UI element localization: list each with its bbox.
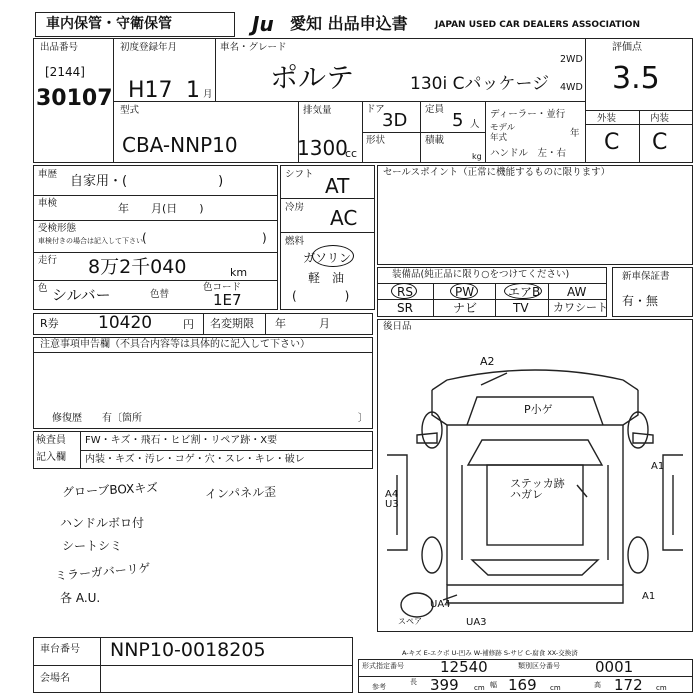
- rear-window-shape: [472, 560, 598, 575]
- diagram-title: 後日品: [383, 321, 412, 332]
- shift-value: AT: [325, 174, 350, 198]
- lot-number-label: 出品番号: [40, 42, 79, 53]
- handle-label: ハンドル 左・右: [490, 148, 567, 159]
- width-unit: cm: [550, 684, 561, 692]
- class-number-label: 類別区分番号: [518, 662, 560, 670]
- note-handle: ハンドルボロ付: [60, 516, 145, 530]
- damage-legend: A-キズ E-エクボ U-凹み W-補修跡 S-サビ C-腐食 XX-交換済: [402, 649, 578, 657]
- width-label: 幅: [490, 681, 497, 689]
- length-value: 399: [430, 676, 459, 694]
- ac-value: AC: [330, 206, 358, 230]
- car-name-label: 車名・グレード: [220, 42, 287, 53]
- mark-ua4: UA4: [430, 599, 451, 610]
- sales-point-block: [377, 165, 693, 265]
- inspector-row-exterior: FW・キズ・飛石・ヒビ割・リペア跡・X要: [85, 435, 278, 446]
- equip-tv: TV: [513, 301, 529, 315]
- mileage-label: 走行: [38, 255, 58, 266]
- color-change-label: 色替: [150, 289, 170, 300]
- fuel-label: 燃料: [285, 236, 305, 247]
- new-warranty-label: 新車保証書: [622, 271, 670, 282]
- exterior-grade: C: [604, 130, 620, 155]
- model-year-unit: 年: [570, 128, 580, 139]
- spare-tire-shape: [401, 593, 433, 617]
- lot-number: 30107: [36, 86, 113, 111]
- color-value: シルバー: [52, 286, 111, 304]
- chassis-number: NNP10-0018205: [110, 639, 266, 661]
- fuel-other: ( ): [292, 289, 350, 303]
- color-code: 1E7: [213, 291, 242, 309]
- chassis-label: 車台番号: [40, 644, 80, 655]
- equip-pw-circle: [450, 283, 478, 299]
- model-year-label-2: 年式: [490, 133, 508, 143]
- inspector-label-2: 記入欄: [36, 452, 66, 463]
- received-label: 受検形態: [38, 223, 77, 234]
- height-value: 172: [614, 676, 643, 694]
- mark-a4-u3: A4 U3: [385, 489, 399, 510]
- rear-bumper-shape: [447, 585, 623, 603]
- equip-aw: AW: [567, 285, 587, 299]
- score-value: 3.5: [612, 61, 660, 96]
- right-mirror-shape: [633, 433, 653, 443]
- rear-right-wheel-shape: [628, 537, 648, 573]
- rear-left-wheel-shape: [422, 537, 442, 573]
- note-glovebox: グローブBOXキズ: [61, 480, 159, 500]
- notes-label: 注意事項申告欄（不具合内容等は具体的に記入して下さい）: [40, 339, 310, 350]
- equip-airbag: エアB: [508, 285, 541, 299]
- equip-rs: RS: [397, 285, 413, 299]
- mark-p-hood: P小ゲ: [524, 403, 553, 416]
- interior-label: 内装: [650, 113, 670, 124]
- recycle-unit: 円: [183, 318, 194, 331]
- repair-history-label: 修復歴 有〔箇所: [52, 413, 142, 424]
- doors-label: ドア: [366, 104, 385, 115]
- new-warranty-value: 有・無: [622, 294, 659, 308]
- front-bumper-shape: [447, 370, 623, 380]
- length-label: 長: [410, 678, 417, 686]
- equip-pw: PW: [455, 285, 475, 299]
- height-unit: cm: [656, 684, 667, 692]
- mileage-unit: km: [230, 266, 248, 279]
- form-number-value: 12540: [440, 658, 488, 676]
- fuel-diesel: 軽 油: [308, 271, 345, 285]
- mark-sticker: ステッカ跡 ハガレ: [510, 477, 565, 501]
- fuel-gasoline: ガソリン: [303, 251, 352, 265]
- received-value: (: [142, 231, 147, 245]
- arrow-sticker: [577, 485, 587, 497]
- form-title: 愛知 出品申込書: [290, 14, 408, 33]
- height-label: 高: [594, 681, 601, 689]
- inspector-label-1: 検査員: [36, 435, 66, 446]
- recycle-value: 10420: [98, 313, 153, 333]
- left-mirror-shape: [417, 433, 437, 443]
- model-code: CBA-NNP10: [122, 133, 238, 157]
- recycle-label: R券: [40, 317, 59, 330]
- note-each: 各 A.U.: [60, 591, 101, 605]
- doors-value: 3D: [382, 110, 408, 131]
- dealer-label: ディーラー・並行: [490, 109, 566, 120]
- storage-type-title: 車内保管・守衛保管: [46, 16, 172, 32]
- exterior-label: 外装: [597, 113, 617, 124]
- length-unit: cm: [474, 684, 485, 692]
- mark-a1-right: A1: [651, 461, 665, 472]
- association-name: JAPAN USED CAR DEALERS ASSOCIATION: [435, 20, 640, 30]
- inspection-label: 車検: [38, 198, 58, 209]
- first-reg-year: H17: [128, 78, 173, 103]
- inspection-value: 年 月(日 ): [118, 202, 204, 215]
- displacement-unit: cc: [345, 147, 358, 160]
- spare-label: スペア: [398, 617, 422, 626]
- equip-airbag-circle: [504, 283, 542, 299]
- score-label: 評価点: [612, 42, 642, 53]
- displacement-label: 排気量: [303, 105, 332, 116]
- arrow-a2: [481, 373, 507, 385]
- first-reg-label: 初度登録年月: [120, 42, 178, 53]
- note-instrument-panel: インパネル歪: [204, 484, 277, 502]
- history-label: 車歴: [38, 169, 58, 180]
- mark-ua3: UA3: [466, 617, 487, 628]
- repair-history-close: 〕: [358, 413, 368, 424]
- sales-point-label: セールスポイント（正常に機能するものに限ります）: [383, 167, 611, 178]
- history-value: 自家用・( ): [70, 174, 224, 189]
- displacement-value: 1300: [297, 136, 348, 160]
- auction-label: 会場名: [40, 673, 70, 684]
- equip-rs-circle: [391, 283, 417, 299]
- shift-label: シフト: [285, 169, 314, 180]
- capacity-label: 定員: [425, 104, 445, 115]
- load-unit: kg: [472, 152, 482, 161]
- equip-sr: SR: [397, 301, 413, 315]
- drive-4wd: 4WD: [560, 82, 583, 93]
- interior-grade: C: [652, 130, 668, 155]
- form-number-label: 形式指定番号: [362, 662, 404, 670]
- name-change-label: 名変期限: [210, 317, 254, 330]
- ju-logo: Ju: [252, 12, 274, 36]
- car-name: ポルテ: [270, 61, 355, 94]
- equip-leather-seat: カワシート: [553, 301, 608, 314]
- inspector-row-interior: 内装・キズ・汚レ・コゲ・穴・スレ・キレ・破レ: [85, 454, 305, 465]
- mark-a2: A2: [480, 355, 495, 368]
- equip-navi: ナビ: [453, 301, 478, 315]
- windshield-shape: [468, 440, 602, 465]
- color-code-label: 色コード: [203, 282, 242, 293]
- class-number-value: 0001: [595, 658, 634, 676]
- fuel-gasoline-circle: [312, 245, 354, 267]
- received-close: ): [262, 231, 267, 245]
- car-grade: 130i Cパッケージ: [410, 74, 550, 94]
- drive-2wd: 2WD: [560, 54, 583, 65]
- mileage-value: 8万2千040: [88, 256, 187, 278]
- load-label: 積載: [425, 135, 445, 146]
- lot-sub-number: [2144]: [45, 65, 85, 79]
- shape-label: 形状: [366, 135, 386, 146]
- color-label: 色: [38, 283, 48, 294]
- first-reg-month-unit: 月: [203, 89, 213, 100]
- capacity-value: 5: [452, 110, 464, 131]
- width-value: 169: [508, 676, 537, 694]
- capacity-unit: 人: [470, 119, 480, 130]
- reference-label: 参考: [372, 683, 386, 691]
- equipment-label: 装備品(純正品に限り○をつけてください): [392, 269, 570, 280]
- note-mirror: ミラーガバーリゲ: [54, 560, 151, 584]
- model-year-label-1: モデル: [490, 123, 516, 133]
- note-seat: シートシミ: [62, 539, 123, 553]
- first-reg-month: 1: [186, 78, 200, 103]
- name-change-value: 年 月: [275, 317, 330, 330]
- model-label: 型式: [120, 105, 140, 116]
- ac-label: 冷房: [285, 202, 305, 213]
- received-note: 車検付きの場合は記入して下さい: [38, 237, 143, 245]
- mark-a1-rear: A1: [642, 591, 656, 602]
